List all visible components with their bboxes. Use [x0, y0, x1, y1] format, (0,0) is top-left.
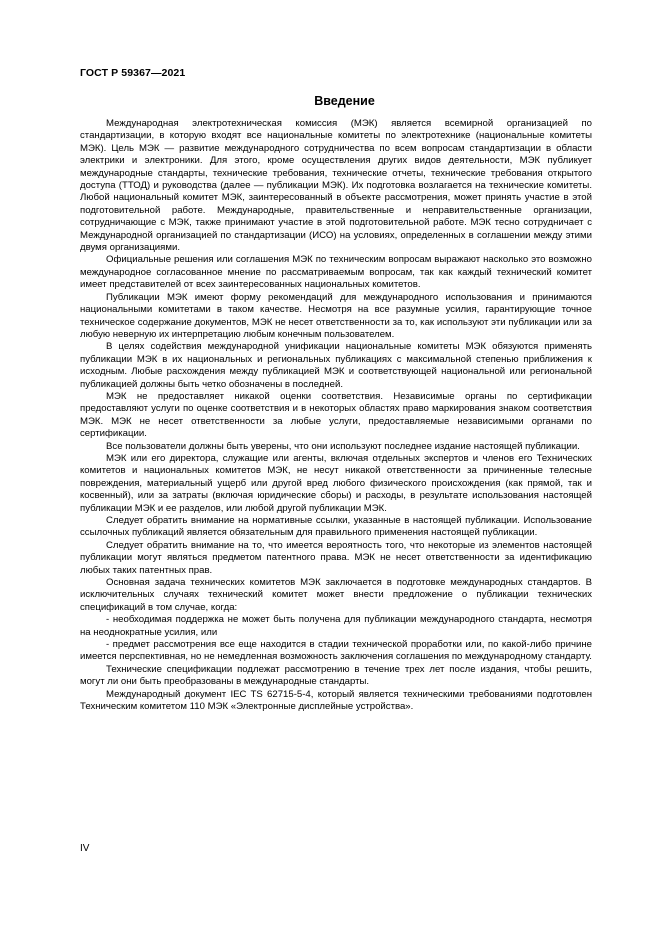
paragraph: Основная задача технических комитетов МЭК заключается в подготовке международных стандартов. В исключительных случаях технический комитет может внести предложение о публикации технических спецификаций в том случае, когда:	[80, 577, 592, 613]
paragraph: Технические спецификации подлежат рассмотрению в течение трех лет после издания, чтобы решить, могут ли они быть преобразованы в международные стандарты.	[80, 663, 592, 688]
page-number: IV	[80, 843, 90, 854]
section-title: Введение	[314, 94, 375, 108]
paragraph: МЭК не предоставляет никакой оценки соответствия. Независимые органы по сертификации предоставляют услуги по оценке соответствия и в некоторых областях право маркирования знаком соответствия МЭК. МЭК не несет ответственности за любые услуги, предоставляемые независимыми органами по сертификации.	[80, 390, 592, 440]
paragraph: Публикации МЭК имеют форму рекомендаций для международного использования и принимаются национальными комитетами в таком качестве. Несмотря на все разумные усилия, гарантирующие точное техническое содержание документов, МЭК не несет ответственности за то, как используют эти публикации или за любую неверную их интерпретацию любым конечным пользователем.	[80, 291, 592, 340]
list-item: - необходимая поддержка не может быть получена для публикации международного стандарта, несмотря на неоднократные усилия, или	[80, 614, 592, 638]
paragraph: Все пользователи должны быть уверены, что они используют последнее издание настоящей публикации.	[106, 440, 580, 452]
paragraph: В целях содействия международной унификации национальные комитеты МЭК обязуются применять публикации МЭК в их национальных и региональных публикациях с максимальной степенью приближения к исходным. Любые расхождения между публикацией МЭК и соответствующей национальной или региональной публикацией должны быть четко обозначены в последней.	[80, 341, 592, 390]
paragraph: Следует обратить внимание на нормативные ссылки, указанные в настоящей публикации. Использование ссылочных публикаций является обязательным для правильного применения настоящей публикации.	[80, 515, 592, 539]
body-text	[80, 118, 592, 714]
paragraph: Международная электротехническая комиссия (МЭК) является всемирной организацией по стандартизации, в которую входят все национальные комитеты по электротехнике (национальные комитеты МЭК). Цель МЭК — развитие международного сотрудничества по всем вопросам стандартизации в области электрики и электроники. Для этого, кроме осуществления других видов деятельности, МЭК публикует международные стандарты, технические требования, технические отчеты, технические требования открытого доступа (ТТОД) и руководства (далее — публикации МЭК). Их подготовка возлагается на технические комитеты. Любой национальный комитет МЭК, заинтересованный в объекте рассмотрения, может принять участие в этой подготовительной работе. Международные, правительственные и неправительственные организации, сотрудничающие с МЭК, также принимают участие в этой подготовительной работе. МЭК тесно сотрудничает с Международной организацией по стандартизации (ИСО) на условиях, определенных в соглашении между этими двумя организациями.	[80, 118, 592, 254]
document-header: ГОСТ Р 59367—2021	[80, 67, 186, 79]
paragraph: Следует обратить внимание на то, что имеется вероятность того, что некоторые из элементов настоящей публикации могут являться предметом патентного права. МЭК не несет ответственности за идентификацию любых таких патентных прав.	[80, 539, 592, 576]
list-item: - предмет рассмотрения все еще находится в стадии технической проработки или, по какой-либо причине имеется перспективная, но не немедленная возможность заключения соглашения по международному стандарту.	[80, 639, 592, 663]
paragraph: МЭК или его директора, служащие или агенты, включая отдельных экспертов и членов его Технических комитетов и национальных комитетов МЭК, не несут никакой ответственности за причиненные телесные повреждения, материальный ущерб или другой вред любого физического происхождения (как прямой, так и косвенный), или за затраты (включая юридические сборы) и расходы, в результате использования настоящей публикации МЭК и ее разделов, или любой другой публикации МЭК.	[80, 452, 592, 514]
paragraph: Международный документ IEC TS 62715-5-4, который является техническими требованиями подготовлен Техническим комитетом 110 МЭК «Электронные дисплейные устройства».	[80, 688, 592, 713]
paragraph: Официальные решения или соглашения МЭК по техническим вопросам выражают насколько это возможно международное согласованное мнение по рассматриваемым вопросам, так как каждый технический комитет имеет представителей от всех заинтересованных национальных комитетов.	[80, 254, 592, 291]
